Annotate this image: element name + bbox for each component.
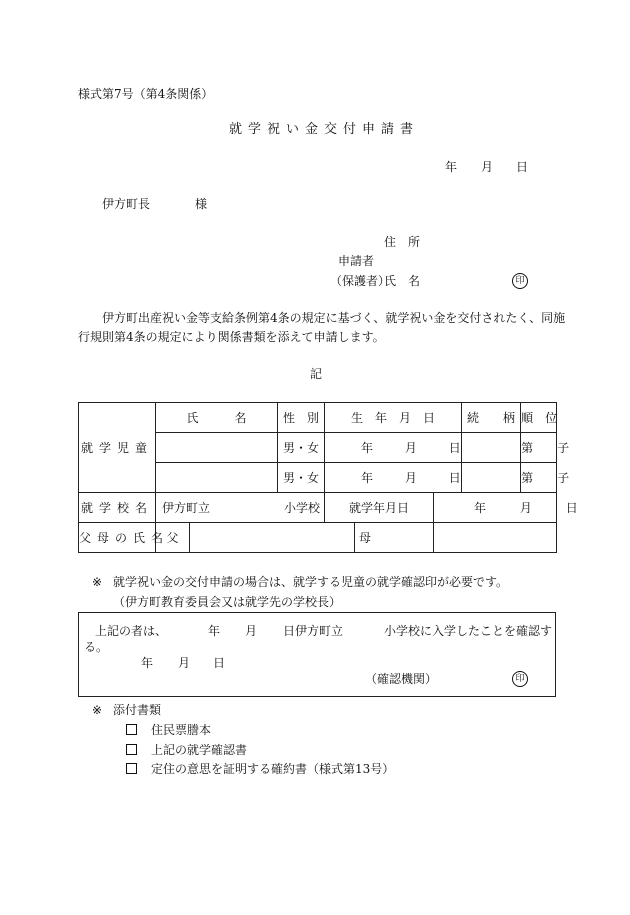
child-label: 就学児童 xyxy=(79,403,156,493)
school-label: 就学校名 xyxy=(79,493,156,523)
school-town: 伊方町立 xyxy=(162,501,211,515)
date-day: 日 xyxy=(516,160,529,174)
attachments-mark: ※ xyxy=(92,703,103,717)
school-suffix: 小学校 xyxy=(284,501,321,515)
attachment-item xyxy=(126,744,247,756)
parents-row xyxy=(79,523,557,553)
enroll-month: 月 xyxy=(519,501,532,515)
relation-cell[interactable] xyxy=(462,463,521,493)
birth-day: 日 xyxy=(448,441,461,455)
sex-cell: 男・女 xyxy=(278,463,325,493)
date-year: 年 xyxy=(445,160,458,174)
child-name-cell[interactable] xyxy=(156,433,278,463)
date-month: 月 xyxy=(481,160,494,174)
confirm-seal xyxy=(512,671,528,687)
sex-cell: 男・女 xyxy=(278,433,325,463)
name-label: 氏 名 xyxy=(384,274,421,288)
confirm-line3-month: 月 xyxy=(178,656,191,670)
enroll-year: 年 xyxy=(474,501,487,515)
applicant-label: 申請者 xyxy=(338,254,375,268)
checkbox-icon[interactable] xyxy=(126,763,137,774)
order-cell: 第 子 xyxy=(521,463,557,493)
ki-label: 記 xyxy=(310,367,323,381)
attachment-item xyxy=(126,763,394,775)
birth-cell xyxy=(325,433,462,463)
school-cell[interactable] xyxy=(156,493,325,523)
confirm-line1-year: 年 xyxy=(208,624,221,638)
school-row xyxy=(79,493,557,523)
mother-name-cell[interactable] xyxy=(434,523,557,553)
applicant-seal xyxy=(512,273,528,289)
note-sub: （伊方町教育委員会又は就学先の学校長） xyxy=(113,595,342,609)
table-header-row xyxy=(79,403,557,433)
addressee-honorific: 様 xyxy=(195,197,208,211)
order-cell: 第 子 xyxy=(521,433,557,463)
birth-cell xyxy=(325,463,462,493)
confirm-line1-rest: 小学校に入学したことを確認す xyxy=(384,624,553,638)
confirm-line3-year: 年 xyxy=(141,656,154,670)
header-sex: 性 別 xyxy=(278,403,325,433)
relation-cell[interactable] xyxy=(462,433,521,463)
form-number: 様式第7号（第4条関係） xyxy=(78,87,214,101)
note-text: 就学祝い金の交付申請の場合は、就学する児童の就学確認印が必要です。 xyxy=(113,575,509,589)
attachments-label: 添付書類 xyxy=(113,703,162,717)
header-name: 氏 名 xyxy=(156,403,278,433)
checkbox-icon[interactable] xyxy=(126,724,137,735)
father-name-cell[interactable] xyxy=(190,523,355,553)
header-order: 順 位 xyxy=(521,403,557,433)
birth-day: 日 xyxy=(448,471,461,485)
body-text-2: 行規則第4条の規定により関係書類を添えて申請します。 xyxy=(78,330,385,344)
seal-mark: 印 xyxy=(512,671,528,687)
enroll-date-cell xyxy=(434,493,578,523)
birth-month: 月 xyxy=(404,441,417,455)
enroll-date-label: 就学年月日 xyxy=(325,493,434,523)
father-label: 父 xyxy=(156,523,190,553)
birth-year: 年 xyxy=(361,441,374,455)
attachment-item-label: 住民票謄本 xyxy=(151,723,212,737)
seal-mark: 印 xyxy=(512,273,528,289)
birth-year: 年 xyxy=(361,471,374,485)
mother-label: 母 xyxy=(355,523,434,553)
address-label: 住 所 xyxy=(384,235,421,249)
enroll-day: 日 xyxy=(565,501,578,515)
page-title: 就学祝い金交付申請書 xyxy=(229,122,420,137)
guardian-label: （保護者） xyxy=(330,274,391,288)
confirm-line1-a: 上記の者は、 xyxy=(95,624,168,638)
attachment-item-label: 上記の就学確認書 xyxy=(151,743,248,757)
confirm-org-label: （確認機関） xyxy=(365,672,438,686)
header-relation: 続 柄 xyxy=(462,403,521,433)
application-table xyxy=(78,402,578,553)
body-text-1: 伊方町出産祝い金等支給条例第4条の規定に基づく、就学祝い金を交付されたく、同施 xyxy=(102,311,566,325)
checkbox-icon[interactable] xyxy=(126,744,137,755)
attachment-item xyxy=(126,724,211,736)
attachment-item-label: 定住の意思を証明する確約書（様式第13号） xyxy=(151,762,395,776)
confirm-line2: る。 xyxy=(84,640,109,654)
note-mark: ※ xyxy=(92,575,103,589)
addressee-name: 伊方町長 xyxy=(102,197,151,211)
confirm-line3-day: 日 xyxy=(213,656,226,670)
parents-label: 父母の氏名 xyxy=(79,523,156,553)
confirm-line1-month: 月 xyxy=(245,624,258,638)
header-birth: 生 年 月 日 xyxy=(325,403,462,433)
birth-month: 月 xyxy=(404,471,417,485)
child-name-cell[interactable] xyxy=(156,463,278,493)
confirm-line1-day-town: 日伊方町立 xyxy=(283,624,344,638)
